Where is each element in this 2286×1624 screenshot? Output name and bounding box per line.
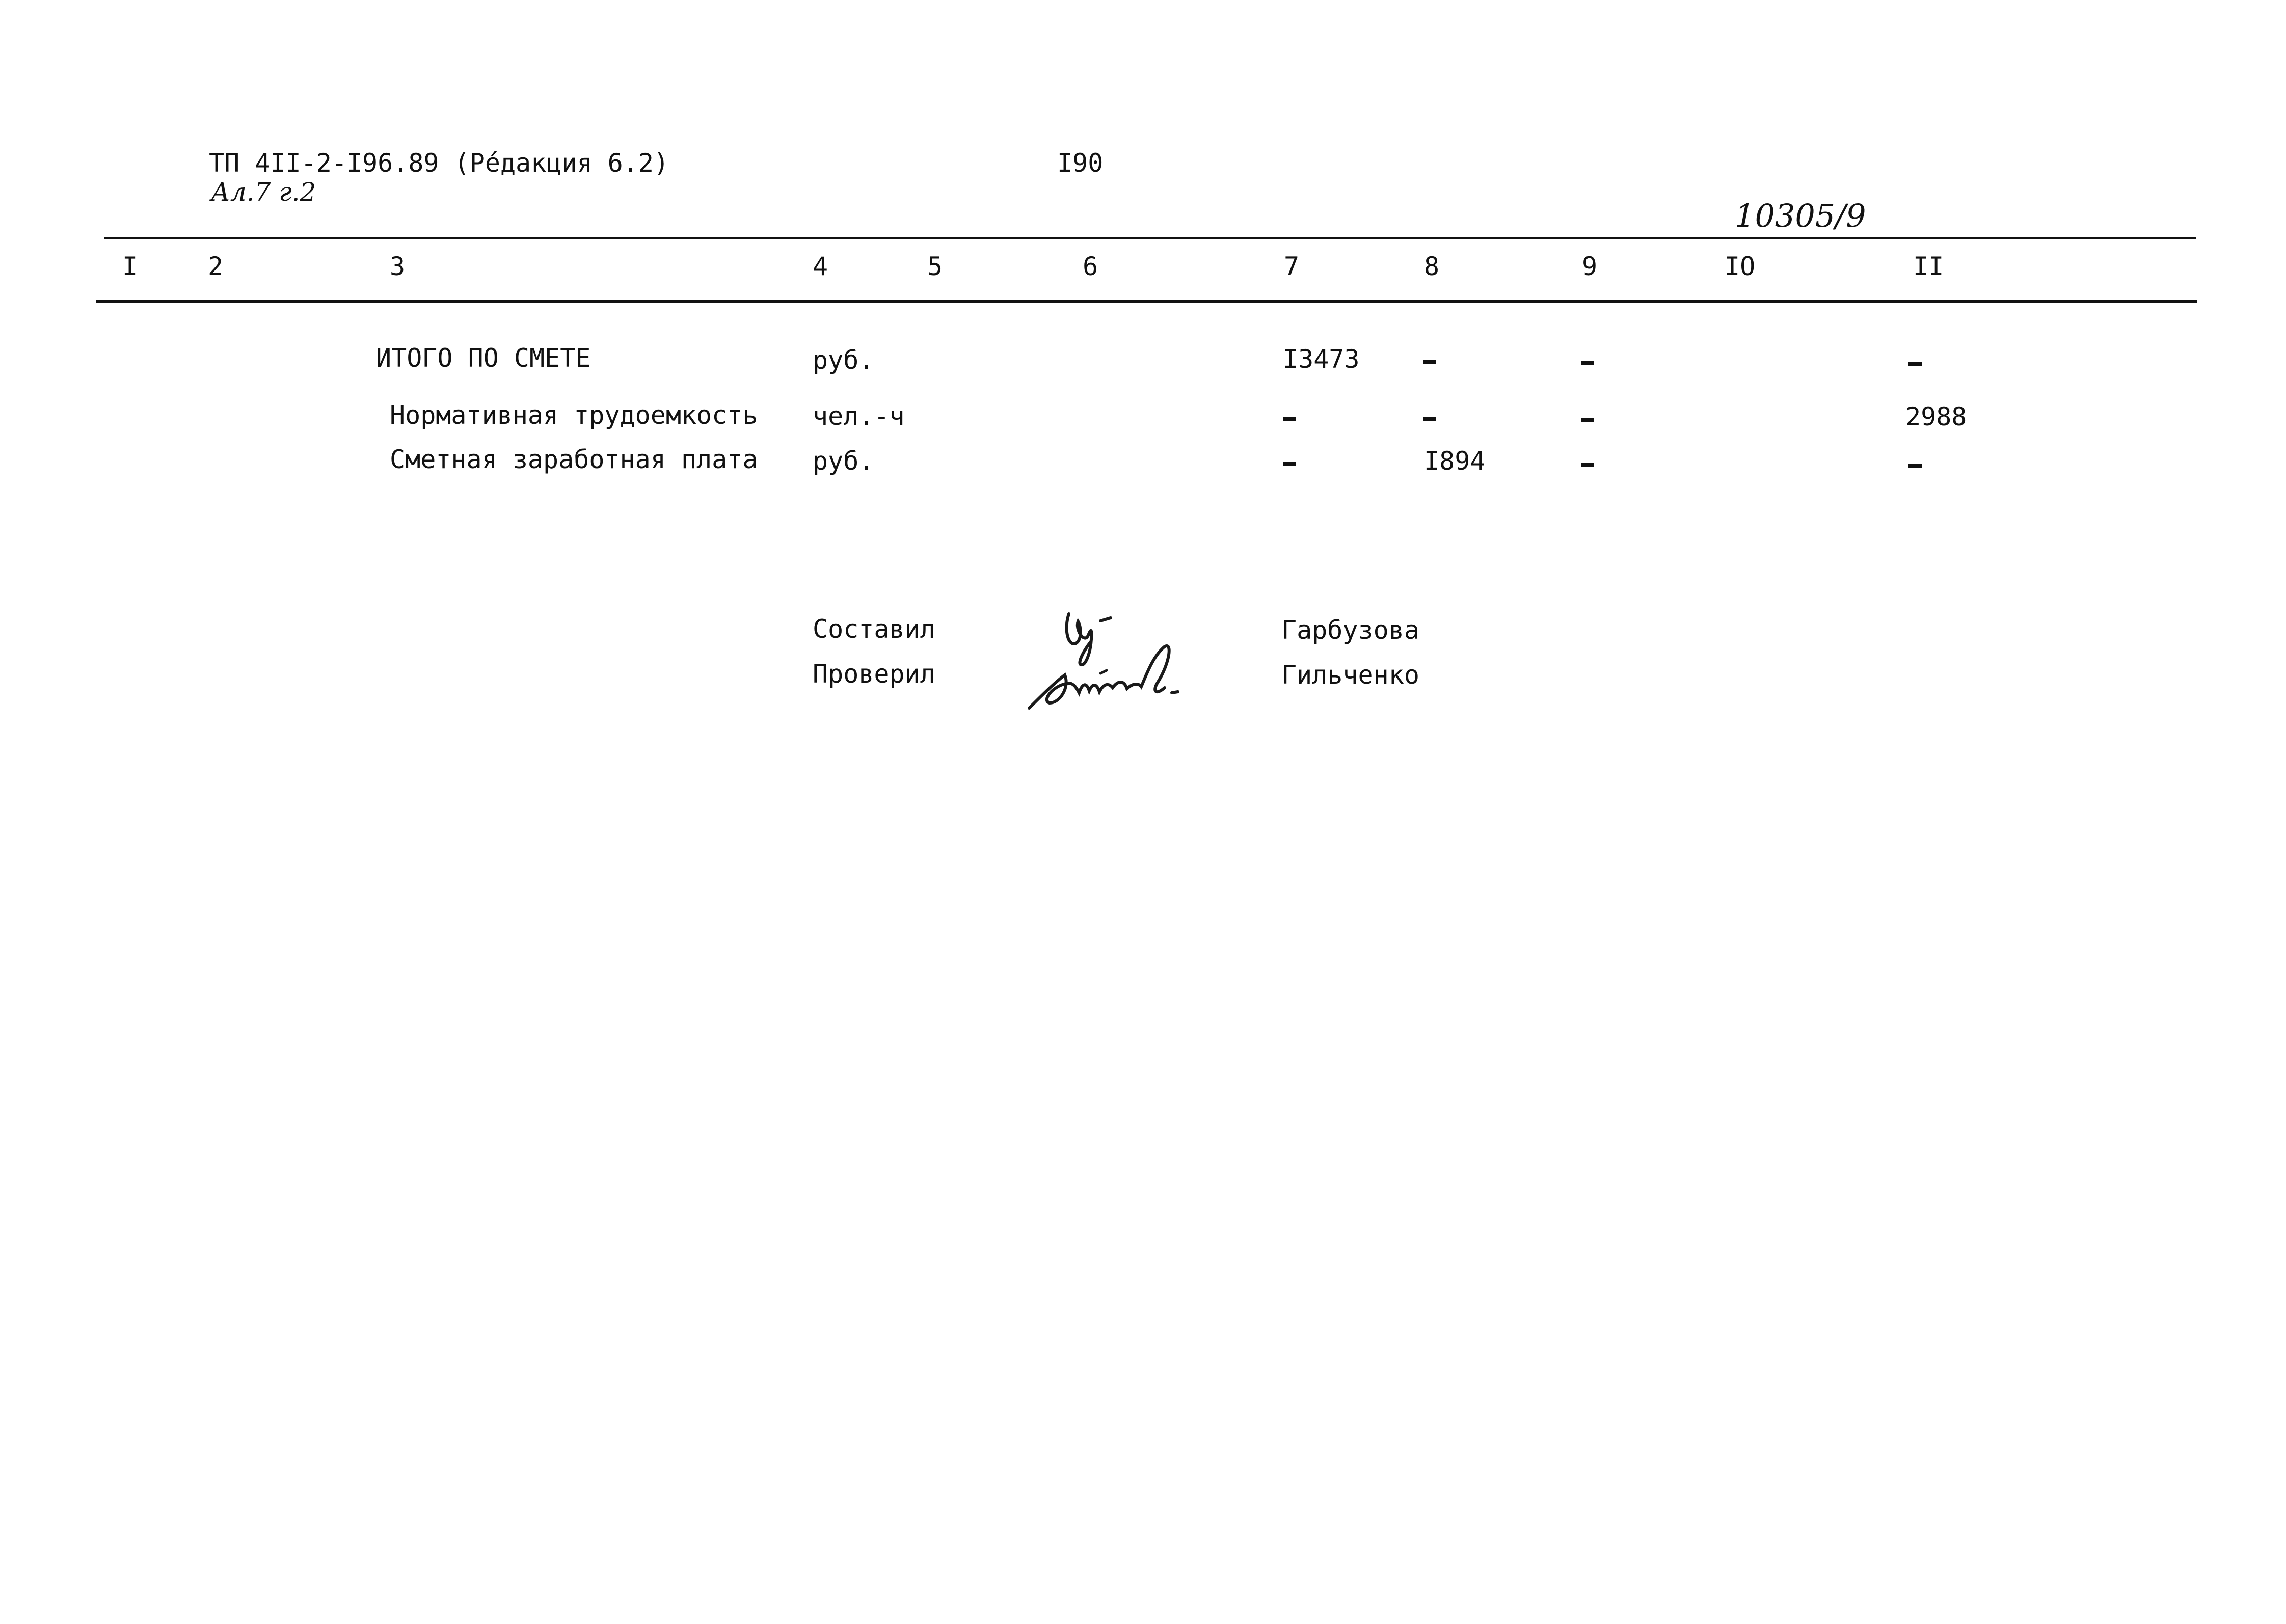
sheet-note: Ал.7 г.2	[211, 177, 316, 207]
column-header-3: 3	[390, 252, 406, 281]
column-header-11: II	[1913, 252, 1944, 281]
column-header-6: 6	[1083, 252, 1098, 281]
document-code: ТП 4II-2-I96.89 (Рéдакция 6.2)	[209, 148, 669, 178]
checked-by-name: Гильченко	[1281, 660, 1419, 690]
row-2-name: Нормативная трудоемкость	[390, 400, 758, 430]
column-header-2: 2	[208, 252, 224, 281]
row-2-col11: 2988	[1905, 402, 1967, 431]
row-1-col8-dash	[1423, 360, 1436, 364]
row-2-col8-dash	[1423, 417, 1436, 421]
column-header-9: 9	[1582, 252, 1598, 281]
row-1-unit: руб.	[813, 345, 874, 375]
row-3-unit: руб.	[813, 446, 874, 476]
row-2-col7-dash	[1283, 417, 1296, 421]
table-header-rule	[96, 300, 2197, 303]
row-2-col9-dash	[1581, 418, 1594, 422]
checked-by-label: Проверил	[813, 659, 935, 689]
compiled-by-name: Гарбузова	[1281, 615, 1419, 645]
row-3-col9-dash	[1581, 463, 1594, 467]
column-header-7: 7	[1284, 252, 1300, 281]
row-1-name: ИТОГО ПО СМЕТЕ	[376, 343, 591, 373]
row-3-name: Сметная заработная плата	[390, 445, 758, 474]
page-number: I90	[1057, 148, 1104, 178]
row-1-col9-dash	[1581, 361, 1594, 365]
row-3-col11-dash	[1908, 464, 1922, 468]
row-1-col11-dash	[1908, 362, 1922, 366]
row-3-col7-dash	[1283, 462, 1296, 466]
row-3-col8: I894	[1424, 446, 1486, 476]
column-header-1: I	[122, 252, 138, 281]
compiled-by-label: Составил	[813, 614, 935, 644]
table-top-rule	[104, 237, 2196, 239]
row-1-col7: I3473	[1283, 344, 1360, 374]
signature-checked	[1019, 627, 1192, 716]
column-header-4: 4	[813, 252, 828, 281]
row-2-unit: чел.-ч	[813, 401, 905, 431]
column-header-8: 8	[1424, 252, 1440, 281]
column-header-10: IO	[1725, 252, 1756, 281]
column-header-5: 5	[927, 252, 943, 281]
inventory-number: 10305/9	[1735, 197, 1866, 234]
